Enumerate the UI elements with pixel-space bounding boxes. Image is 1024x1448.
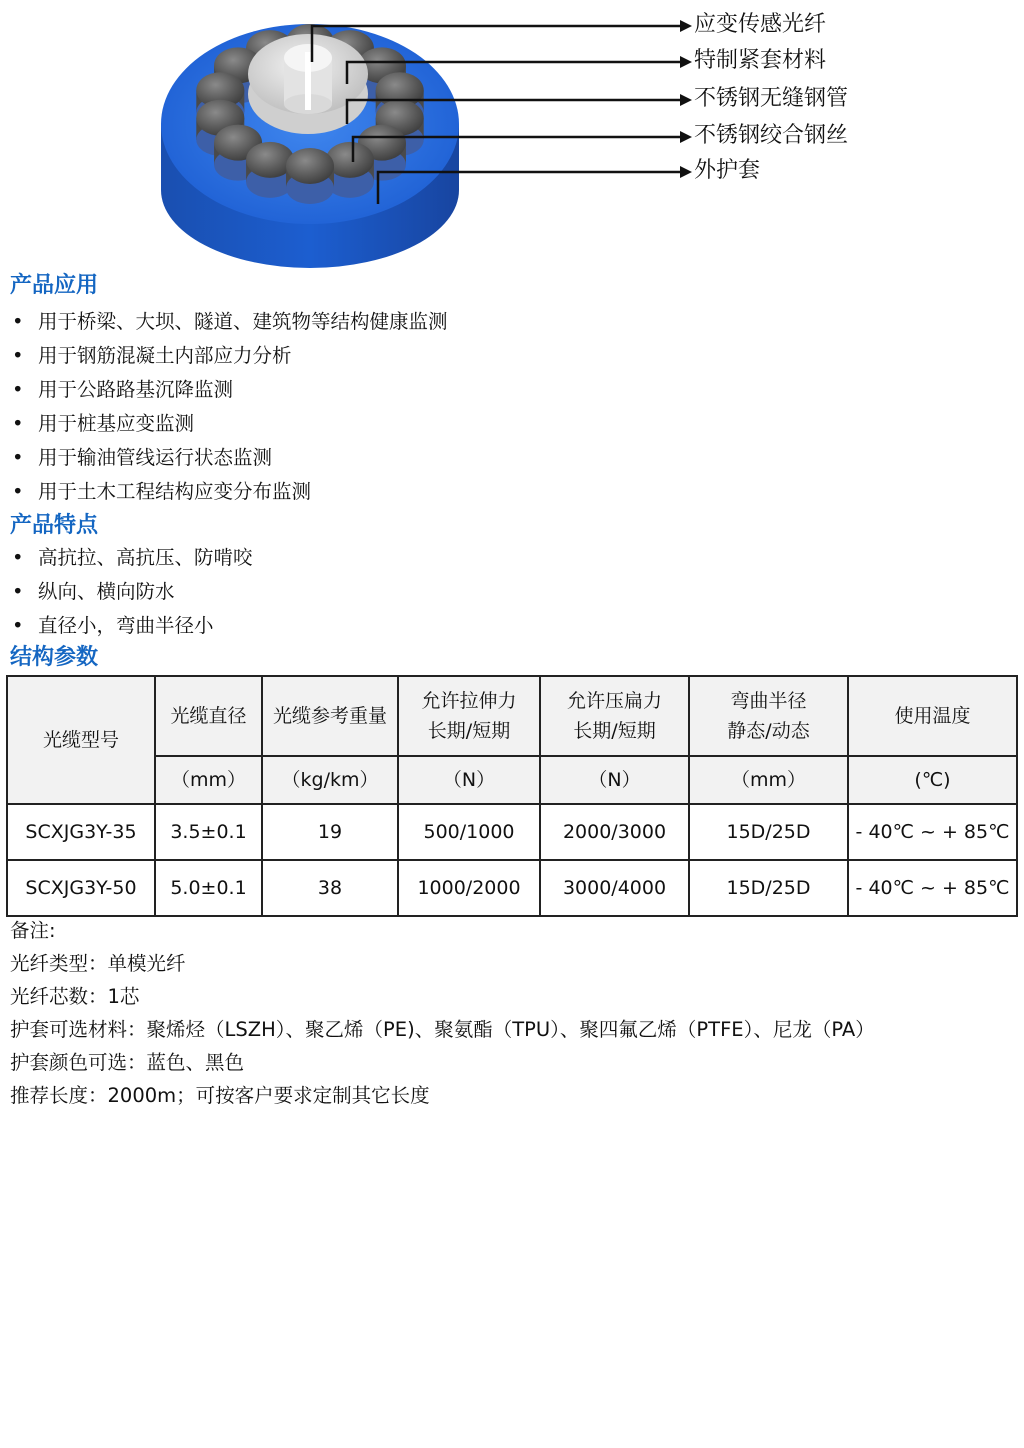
table-cell: - 40℃ ~ + 85℃ xyxy=(848,804,1017,860)
bullet-icon: • xyxy=(12,446,24,469)
list-item xyxy=(8,475,448,509)
header-line: 长期/短期 xyxy=(573,720,656,742)
list-item-text: 用于土木工程结构应变分布监测 xyxy=(38,480,312,503)
section-title-structure: 结构参数 xyxy=(10,645,99,670)
bullet-icon: • xyxy=(12,378,24,401)
unit-cell: （kg/km） xyxy=(262,756,398,804)
table-cell: 500/1000 xyxy=(398,804,540,860)
header-line: 弯曲半径 xyxy=(730,690,807,712)
sensing-fiber xyxy=(305,52,311,110)
table-cell: 1000/2000 xyxy=(398,860,540,916)
callout-arrowheads xyxy=(680,20,692,178)
parameter-table xyxy=(6,675,1018,917)
header-cell-diameter: 光缆直径 xyxy=(155,676,262,756)
list-item xyxy=(8,609,253,643)
callout-steel-wires: 不锈钢绞合钢丝 xyxy=(694,123,849,148)
bullet-icon: • xyxy=(12,412,24,435)
table-cell: 15D/25D xyxy=(689,804,848,860)
callout-tight-buffer: 特制紧套材料 xyxy=(694,48,827,73)
table-cell: 19 xyxy=(262,804,398,860)
bullet-icon: • xyxy=(12,614,24,637)
list-item xyxy=(8,407,448,441)
header-line: 长期/短期 xyxy=(427,720,511,742)
table-cell: 2000/3000 xyxy=(540,804,689,860)
list-item xyxy=(8,575,253,609)
unit-cell: （N） xyxy=(540,756,689,804)
notes-heading: 备注: xyxy=(10,919,56,942)
note-line: 光纤类型：单模光纤 xyxy=(10,952,186,975)
table-cell: 38 xyxy=(262,860,398,916)
list-item xyxy=(8,373,448,407)
list-item xyxy=(8,339,448,373)
cable-cross-section-figure xyxy=(0,0,1024,270)
unit-cell: （mm） xyxy=(155,756,262,804)
note-line: 护套可选材料：聚烯烃（LSZH）、聚乙烯（PE)、聚氨酯（TPU）、聚四氟乙烯（PTFE）、尼龙（PA） xyxy=(10,1018,875,1041)
header-line: 静态/动态 xyxy=(727,720,810,742)
bullet-icon: • xyxy=(12,480,24,503)
list-item-text: 用于桥梁、大坝、隧道、建筑物等结构健康监测 xyxy=(38,310,448,333)
table-cell: 3000/4000 xyxy=(540,860,689,916)
unit-cell: (℃) xyxy=(848,756,1017,804)
list-item-text: 高抗拉、高抗压、防啃咬 xyxy=(38,546,253,569)
bullet-icon: • xyxy=(12,546,24,569)
table-row xyxy=(7,804,1017,860)
header-cell-tensile xyxy=(398,676,540,756)
application-list xyxy=(8,305,448,509)
header-cell-temperature: 使用温度 xyxy=(848,676,1017,756)
note-line: 光纤芯数：1芯 xyxy=(10,985,140,1008)
table-row xyxy=(7,860,1017,916)
header-cell-model: 光缆型号 xyxy=(7,676,155,804)
table-cell: 15D/25D xyxy=(689,860,848,916)
section-title-application: 产品应用 xyxy=(10,273,99,298)
features-list xyxy=(8,541,253,643)
callout-outer-jacket: 外护套 xyxy=(694,158,761,183)
callout-sensing-fiber: 应变传感光纤 xyxy=(694,12,827,37)
list-item xyxy=(8,441,448,475)
header-cell-bend-radius xyxy=(689,676,848,756)
header-cell-crush xyxy=(540,676,689,756)
section-title-features: 产品特点 xyxy=(10,513,99,538)
header-line: 允许拉伸力 xyxy=(421,690,517,712)
list-item-text: 用于钢筋混凝土内部应力分析 xyxy=(38,344,292,367)
bullet-icon: • xyxy=(12,310,24,333)
callout-steel-tube: 不锈钢无缝钢管 xyxy=(694,86,849,111)
unit-cell: （N） xyxy=(398,756,540,804)
table-cell: 5.0±0.1 xyxy=(155,860,262,916)
list-item-text: 用于桩基应变监测 xyxy=(38,412,195,435)
list-item-text: 用于公路路基沉降监测 xyxy=(38,378,234,401)
table-cell: SCXJG3Y-35 xyxy=(7,804,155,860)
table-cell: SCXJG3Y-50 xyxy=(7,860,155,916)
table-cell: - 40℃ ~ + 85℃ xyxy=(848,860,1017,916)
bullet-icon: • xyxy=(12,344,24,367)
table-cell: 3.5±0.1 xyxy=(155,804,262,860)
bullet-icon: • xyxy=(12,580,24,603)
list-item-text: 直径小，弯曲半径小 xyxy=(38,614,214,637)
notes-block xyxy=(10,914,875,1112)
header-line: 允许压扁力 xyxy=(566,690,662,712)
header-cell-weight: 光缆参考重量 xyxy=(262,676,398,756)
note-line: 护套颜色可选：蓝色、黑色 xyxy=(10,1051,245,1074)
note-line: 推荐长度：2000m；可按客户要求定制其它长度 xyxy=(10,1084,430,1107)
list-item xyxy=(8,305,448,339)
list-item-text: 纵向、横向防水 xyxy=(38,580,175,603)
list-item-text: 用于输油管线运行状态监测 xyxy=(38,446,273,469)
list-item xyxy=(8,541,253,575)
steel-wire xyxy=(286,148,334,184)
unit-cell: （mm） xyxy=(689,756,848,804)
